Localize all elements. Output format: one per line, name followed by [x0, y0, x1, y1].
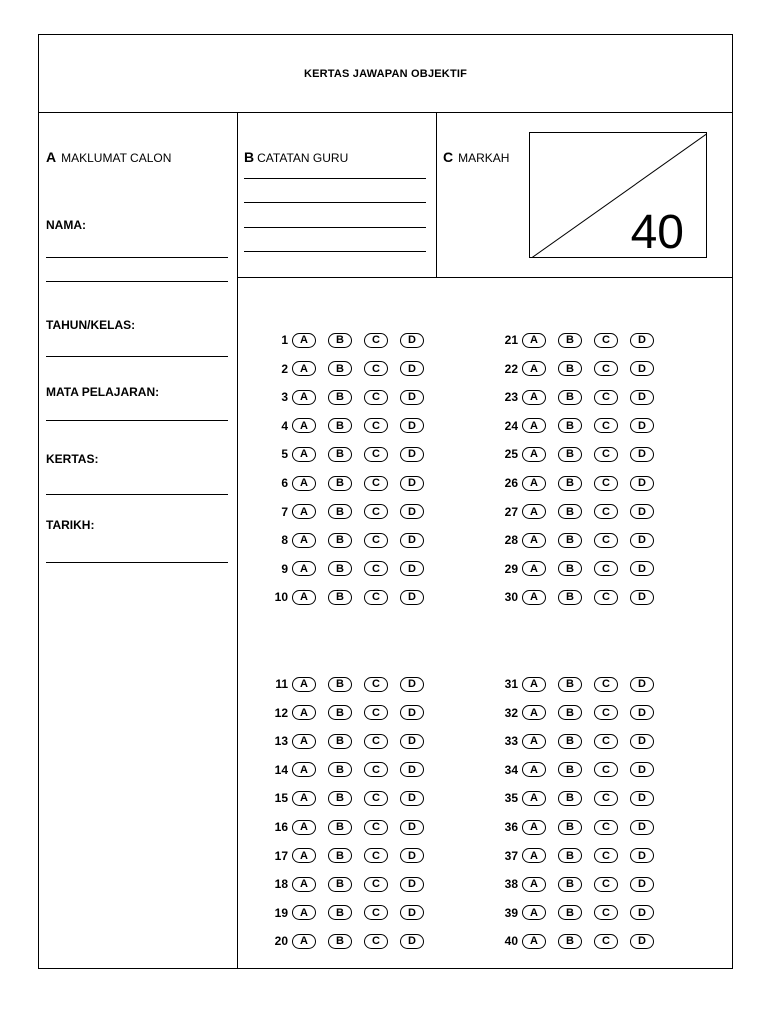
catatan-line-2[interactable]: [244, 202, 426, 203]
question-number: 15: [274, 791, 288, 806]
answer-bubble-b[interactable]: B: [558, 762, 582, 777]
section-a-header: [46, 149, 171, 165]
answer-bubble-a[interactable]: A: [292, 791, 316, 806]
field-mata-pelajaran-label: MATA PELAJARAN:: [46, 385, 160, 399]
divider-left: [237, 112, 238, 969]
answer-bubble-b[interactable]: B: [328, 934, 352, 949]
question-number: 9: [281, 561, 288, 576]
answer-bubble-c[interactable]: C: [364, 705, 388, 720]
answer-bubble-d[interactable]: D: [400, 820, 424, 835]
answer-bubble-b[interactable]: B: [558, 418, 582, 433]
answer-bubble-b[interactable]: B: [558, 504, 582, 519]
answer-bubble-a[interactable]: A: [522, 762, 546, 777]
section-c-header: [443, 149, 509, 165]
answer-bubble-d[interactable]: D: [400, 877, 424, 892]
answer-bubble-b[interactable]: B: [328, 677, 352, 692]
answer-bubble-c[interactable]: C: [364, 734, 388, 749]
answer-bubble-a[interactable]: A: [292, 934, 316, 949]
answer-bubble-a[interactable]: A: [522, 848, 546, 863]
answer-bubble-a[interactable]: A: [522, 590, 546, 605]
question-row: [262, 703, 436, 723]
answer-bubble-d[interactable]: D: [630, 848, 654, 863]
question-row: [492, 330, 666, 350]
answer-bubble-a[interactable]: A: [292, 504, 316, 519]
answer-bubble-a[interactable]: A: [522, 877, 546, 892]
answer-bubble-c[interactable]: C: [364, 361, 388, 376]
answer-bubble-d[interactable]: D: [400, 677, 424, 692]
question-row: [492, 387, 666, 407]
answer-bubble-d[interactable]: D: [630, 390, 654, 405]
question-number: 6: [281, 476, 288, 490]
answer-bubble-d[interactable]: D: [630, 677, 654, 692]
field-nama-label: NAMA:: [46, 218, 86, 232]
field-kertas-line[interactable]: [46, 494, 228, 495]
answer-bubble-a[interactable]: A: [292, 533, 316, 548]
answer-bubble-b[interactable]: B: [558, 877, 582, 892]
question-row: [492, 874, 666, 894]
answer-bubble-d[interactable]: D: [400, 934, 424, 949]
answer-bubble-c[interactable]: C: [364, 590, 388, 605]
answer-bubble-c[interactable]: C: [364, 934, 388, 949]
answer-bubble-a[interactable]: A: [522, 361, 546, 376]
answer-bubble-a[interactable]: A: [522, 791, 546, 806]
section-a-letter: A: [46, 149, 57, 165]
answer-bubble-b[interactable]: B: [558, 734, 582, 749]
question-row: [262, 903, 436, 923]
answer-bubble-a[interactable]: A: [292, 390, 316, 405]
answer-bubble-b[interactable]: B: [328, 390, 352, 405]
answer-bubble-d[interactable]: D: [400, 561, 424, 576]
question-number: 21: [504, 333, 518, 347]
answer-bubble-a[interactable]: A: [522, 561, 546, 576]
field-tahun-kelas-label: TAHUN/KELAS:: [46, 318, 136, 332]
answer-bubble-d[interactable]: D: [400, 590, 424, 605]
answer-bubble-c[interactable]: C: [594, 877, 618, 892]
answer-bubble-c[interactable]: C: [594, 820, 618, 835]
question-row: [492, 502, 666, 522]
section-c-label: MARKAH: [458, 151, 510, 165]
question-number: 39: [504, 905, 518, 920]
question-row: [262, 846, 436, 866]
answer-bubble-b[interactable]: B: [558, 390, 582, 405]
answer-bubble-d[interactable]: D: [630, 762, 654, 777]
answer-bubble-d[interactable]: D: [630, 476, 654, 491]
answer-bubble-b[interactable]: B: [328, 476, 352, 491]
answer-bubble-b[interactable]: B: [558, 590, 582, 605]
answer-bubble-c[interactable]: C: [594, 762, 618, 777]
section-c-letter: C: [443, 149, 454, 165]
answer-bubble-b[interactable]: B: [328, 905, 352, 920]
answer-bubble-b[interactable]: B: [558, 561, 582, 576]
question-number: 35: [504, 791, 518, 806]
question-row: [492, 416, 666, 436]
answer-bubble-b[interactable]: B: [328, 877, 352, 892]
question-row: [262, 817, 436, 837]
answer-bubble-c[interactable]: C: [594, 561, 618, 576]
answer-bubble-a[interactable]: A: [292, 905, 316, 920]
answer-bubble-a[interactable]: A: [522, 476, 546, 491]
question-row: [492, 931, 666, 951]
answer-bubble-c[interactable]: C: [594, 791, 618, 806]
question-row: [262, 473, 436, 493]
answer-bubble-c[interactable]: C: [364, 877, 388, 892]
answer-bubble-c[interactable]: C: [364, 418, 388, 433]
answer-bubble-c[interactable]: C: [594, 590, 618, 605]
question-number: 3: [281, 390, 288, 405]
field-tarikh-label: TARIKH:: [46, 518, 95, 532]
divider-mid: [436, 112, 437, 277]
question-number: 37: [504, 848, 518, 863]
field-nama-line-2[interactable]: [46, 281, 228, 282]
answer-bubble-b[interactable]: B: [558, 533, 582, 548]
answer-bubble-b[interactable]: B: [558, 820, 582, 835]
answer-bubble-d[interactable]: D: [630, 333, 654, 348]
answer-bubble-a[interactable]: A: [292, 333, 316, 348]
answer-bubble-d[interactable]: D: [400, 476, 424, 491]
question-row: [262, 416, 436, 436]
question-number: 29: [504, 561, 518, 576]
question-row: [262, 674, 436, 694]
answer-bubble-a[interactable]: A: [522, 333, 546, 348]
question-number: 11: [275, 677, 288, 691]
markah-box: [529, 132, 707, 258]
answer-bubble-b[interactable]: B: [328, 533, 352, 548]
section-b-letter: B: [244, 149, 255, 165]
answer-bubble-d[interactable]: D: [630, 361, 654, 376]
answer-bubble-c[interactable]: C: [364, 390, 388, 405]
question-number: 16: [274, 820, 288, 834]
answer-bubble-b[interactable]: B: [328, 590, 352, 605]
answer-bubble-b[interactable]: B: [558, 476, 582, 491]
question-number: 8: [281, 533, 288, 548]
answer-bubble-c[interactable]: C: [594, 677, 618, 692]
answer-bubble-b[interactable]: B: [328, 848, 352, 863]
question-number: 2: [281, 361, 288, 376]
question-row: [492, 846, 666, 866]
answer-bubble-c[interactable]: C: [364, 848, 388, 863]
answer-bubble-d[interactable]: D: [400, 390, 424, 405]
markah-value: 40: [630, 206, 684, 258]
question-number: 28: [504, 533, 518, 548]
field-tahun-kelas-line[interactable]: [46, 356, 228, 357]
question-number: 34: [504, 762, 518, 777]
answer-bubble-b[interactable]: B: [328, 361, 352, 376]
answer-bubble-d[interactable]: D: [400, 447, 424, 462]
field-nama-line-1[interactable]: [46, 257, 228, 258]
question-row: [492, 703, 666, 723]
answer-bubble-a[interactable]: A: [522, 504, 546, 519]
answer-bubble-d[interactable]: D: [630, 705, 654, 720]
question-row: [492, 530, 666, 550]
question-number: 19: [274, 905, 288, 920]
answer-bubble-b[interactable]: B: [558, 677, 582, 692]
answer-bubble-c[interactable]: C: [594, 533, 618, 548]
answer-bubble-b[interactable]: B: [328, 791, 352, 806]
answer-bubble-b[interactable]: B: [558, 934, 582, 949]
question-number: 31: [504, 677, 518, 691]
answer-bubble-b[interactable]: B: [558, 848, 582, 863]
answer-bubble-a[interactable]: A: [292, 361, 316, 376]
answer-bubble-b[interactable]: B: [328, 447, 352, 462]
answer-bubble-c[interactable]: C: [594, 705, 618, 720]
question-row: [492, 817, 666, 837]
answer-bubble-b[interactable]: B: [328, 820, 352, 835]
question-row: [262, 760, 436, 780]
question-row: [262, 359, 436, 379]
answer-bubble-a[interactable]: A: [292, 561, 316, 576]
answer-bubble-a[interactable]: A: [522, 533, 546, 548]
answer-bubble-d[interactable]: D: [630, 905, 654, 920]
answer-bubble-a[interactable]: A: [522, 705, 546, 720]
question-number: 32: [504, 705, 518, 720]
answer-bubble-a[interactable]: A: [292, 877, 316, 892]
question-number: 10: [274, 590, 288, 605]
answer-bubble-d[interactable]: D: [630, 820, 654, 835]
section-b-header: [244, 149, 348, 165]
answer-bubble-d[interactable]: D: [630, 447, 654, 462]
answer-bubble-a[interactable]: A: [522, 447, 546, 462]
question-row: [492, 674, 666, 694]
question-number: 18: [274, 877, 288, 892]
answer-bubble-b[interactable]: B: [558, 705, 582, 720]
field-mata-pelajaran-line[interactable]: [46, 420, 228, 421]
answer-bubble-d[interactable]: D: [400, 791, 424, 806]
answer-bubble-c[interactable]: C: [594, 333, 618, 348]
answer-bubble-a[interactable]: A: [292, 447, 316, 462]
question-row: [492, 473, 666, 493]
catatan-line-1[interactable]: [244, 178, 426, 179]
answer-bubble-d[interactable]: D: [400, 848, 424, 863]
answer-bubble-d[interactable]: D: [400, 418, 424, 433]
answer-bubble-d[interactable]: D: [630, 504, 654, 519]
answer-bubble-d[interactable]: D: [630, 418, 654, 433]
answer-bubble-c[interactable]: C: [594, 447, 618, 462]
sheet-title: KERTAS JAWAPAN OBJEKTIF: [39, 35, 732, 113]
answer-bubble-c[interactable]: C: [364, 820, 388, 835]
answer-bubble-b[interactable]: B: [558, 791, 582, 806]
answer-bubble-b[interactable]: B: [328, 561, 352, 576]
question-row: [262, 502, 436, 522]
question-number: 40: [504, 934, 518, 949]
answer-bubble-d[interactable]: D: [630, 590, 654, 605]
catatan-line-3[interactable]: [244, 227, 426, 228]
question-number: 26: [504, 476, 518, 490]
answer-bubble-d[interactable]: D: [400, 533, 424, 548]
question-number: 33: [504, 734, 518, 749]
answer-bubble-a[interactable]: A: [522, 820, 546, 835]
question-row: [492, 559, 666, 579]
answer-bubble-a[interactable]: A: [522, 905, 546, 920]
question-number: 7: [281, 504, 288, 519]
question-row: [262, 330, 436, 350]
question-number: 30: [504, 590, 518, 605]
answer-bubble-c[interactable]: C: [364, 476, 388, 491]
divider-bc-bottom: [237, 277, 732, 278]
answer-bubble-a[interactable]: A: [522, 934, 546, 949]
answer-bubble-a[interactable]: A: [522, 418, 546, 433]
answer-bubble-a[interactable]: A: [292, 734, 316, 749]
question-number: 12: [274, 705, 288, 720]
answer-bubble-b[interactable]: B: [328, 762, 352, 777]
question-row: [492, 903, 666, 923]
answer-bubble-d[interactable]: D: [400, 705, 424, 720]
question-row: [492, 359, 666, 379]
answer-bubble-a[interactable]: A: [292, 705, 316, 720]
question-row: [262, 874, 436, 894]
answer-bubble-d[interactable]: D: [630, 877, 654, 892]
section-a-label: MAKLUMAT CALON: [61, 151, 172, 165]
answer-bubble-d[interactable]: D: [630, 734, 654, 749]
answer-bubble-c[interactable]: C: [594, 905, 618, 920]
question-number: 22: [504, 361, 518, 376]
answer-bubble-d[interactable]: D: [400, 734, 424, 749]
question-row: [262, 788, 436, 808]
question-number: 1: [281, 333, 288, 347]
answer-bubble-a[interactable]: A: [522, 677, 546, 692]
field-kertas-label: KERTAS:: [46, 452, 99, 466]
answer-bubble-c[interactable]: C: [594, 734, 618, 749]
question-row: [492, 731, 666, 751]
answer-bubble-c[interactable]: C: [364, 791, 388, 806]
question-row: [262, 444, 436, 464]
question-number: 24: [504, 418, 518, 433]
answer-bubble-c[interactable]: C: [594, 504, 618, 519]
answer-bubble-a[interactable]: A: [522, 734, 546, 749]
question-row: [262, 530, 436, 550]
answer-bubble-c[interactable]: C: [364, 447, 388, 462]
answer-bubble-b[interactable]: B: [558, 447, 582, 462]
answer-bubble-d[interactable]: D: [630, 934, 654, 949]
answer-bubble-c[interactable]: C: [364, 533, 388, 548]
question-number: 14: [274, 762, 288, 777]
question-row: [492, 444, 666, 464]
answer-bubble-b[interactable]: B: [328, 418, 352, 433]
answer-bubble-a[interactable]: A: [292, 418, 316, 433]
answer-bubble-d[interactable]: D: [400, 504, 424, 519]
answer-bubble-a[interactable]: A: [292, 820, 316, 835]
answer-bubble-d[interactable]: D: [630, 791, 654, 806]
answer-bubble-c[interactable]: C: [364, 504, 388, 519]
answer-bubble-d[interactable]: D: [400, 361, 424, 376]
question-number: 23: [504, 390, 518, 405]
question-number: 38: [504, 877, 518, 892]
question-row: [492, 760, 666, 780]
question-row: [262, 731, 436, 751]
answer-bubble-b[interactable]: B: [328, 734, 352, 749]
question-row: [262, 387, 436, 407]
question-number: 5: [281, 447, 288, 462]
answer-bubble-b[interactable]: B: [328, 705, 352, 720]
answer-bubble-c[interactable]: C: [594, 934, 618, 949]
answer-bubble-c[interactable]: C: [594, 390, 618, 405]
answer-bubble-c[interactable]: C: [594, 476, 618, 491]
section-b-label: CATATAN GURU: [257, 151, 349, 165]
answer-bubble-d[interactable]: D: [630, 533, 654, 548]
answer-bubble-d[interactable]: D: [400, 333, 424, 348]
answer-bubble-c[interactable]: C: [364, 762, 388, 777]
answer-bubble-c[interactable]: C: [594, 848, 618, 863]
question-row: [262, 931, 436, 951]
answer-bubble-c[interactable]: C: [364, 333, 388, 348]
question-number: 25: [504, 447, 518, 462]
answer-bubble-b[interactable]: B: [328, 333, 352, 348]
field-tarikh-line[interactable]: [46, 562, 228, 563]
answer-bubble-a[interactable]: A: [292, 848, 316, 863]
question-number: 4: [281, 418, 288, 433]
answer-bubble-b[interactable]: B: [558, 361, 582, 376]
catatan-line-4[interactable]: [244, 251, 426, 252]
answer-bubble-a[interactable]: A: [292, 590, 316, 605]
question-row: [492, 587, 666, 607]
question-row: [492, 788, 666, 808]
bubble-grid: [262, 318, 682, 968]
question-number: 17: [274, 848, 288, 863]
answer-bubble-c[interactable]: C: [364, 561, 388, 576]
answer-bubble-c[interactable]: C: [594, 361, 618, 376]
question-number: 36: [504, 820, 518, 834]
answer-bubble-a[interactable]: A: [522, 390, 546, 405]
question-number: 27: [504, 504, 518, 519]
answer-bubble-a[interactable]: A: [292, 762, 316, 777]
answer-bubble-c[interactable]: C: [594, 418, 618, 433]
answer-bubble-a[interactable]: A: [292, 677, 316, 692]
answer-bubble-d[interactable]: D: [400, 762, 424, 777]
answer-bubble-b[interactable]: B: [558, 905, 582, 920]
question-row: [262, 587, 436, 607]
answer-bubble-b[interactable]: B: [558, 333, 582, 348]
question-row: [262, 559, 436, 579]
answer-bubble-b[interactable]: B: [328, 504, 352, 519]
answer-bubble-c[interactable]: C: [364, 905, 388, 920]
question-number: 13: [274, 734, 288, 749]
answer-bubble-c[interactable]: C: [364, 677, 388, 692]
answer-bubble-a[interactable]: A: [292, 476, 316, 491]
answer-bubble-d[interactable]: D: [630, 561, 654, 576]
answer-bubble-d[interactable]: D: [400, 905, 424, 920]
question-number: 20: [274, 934, 288, 949]
